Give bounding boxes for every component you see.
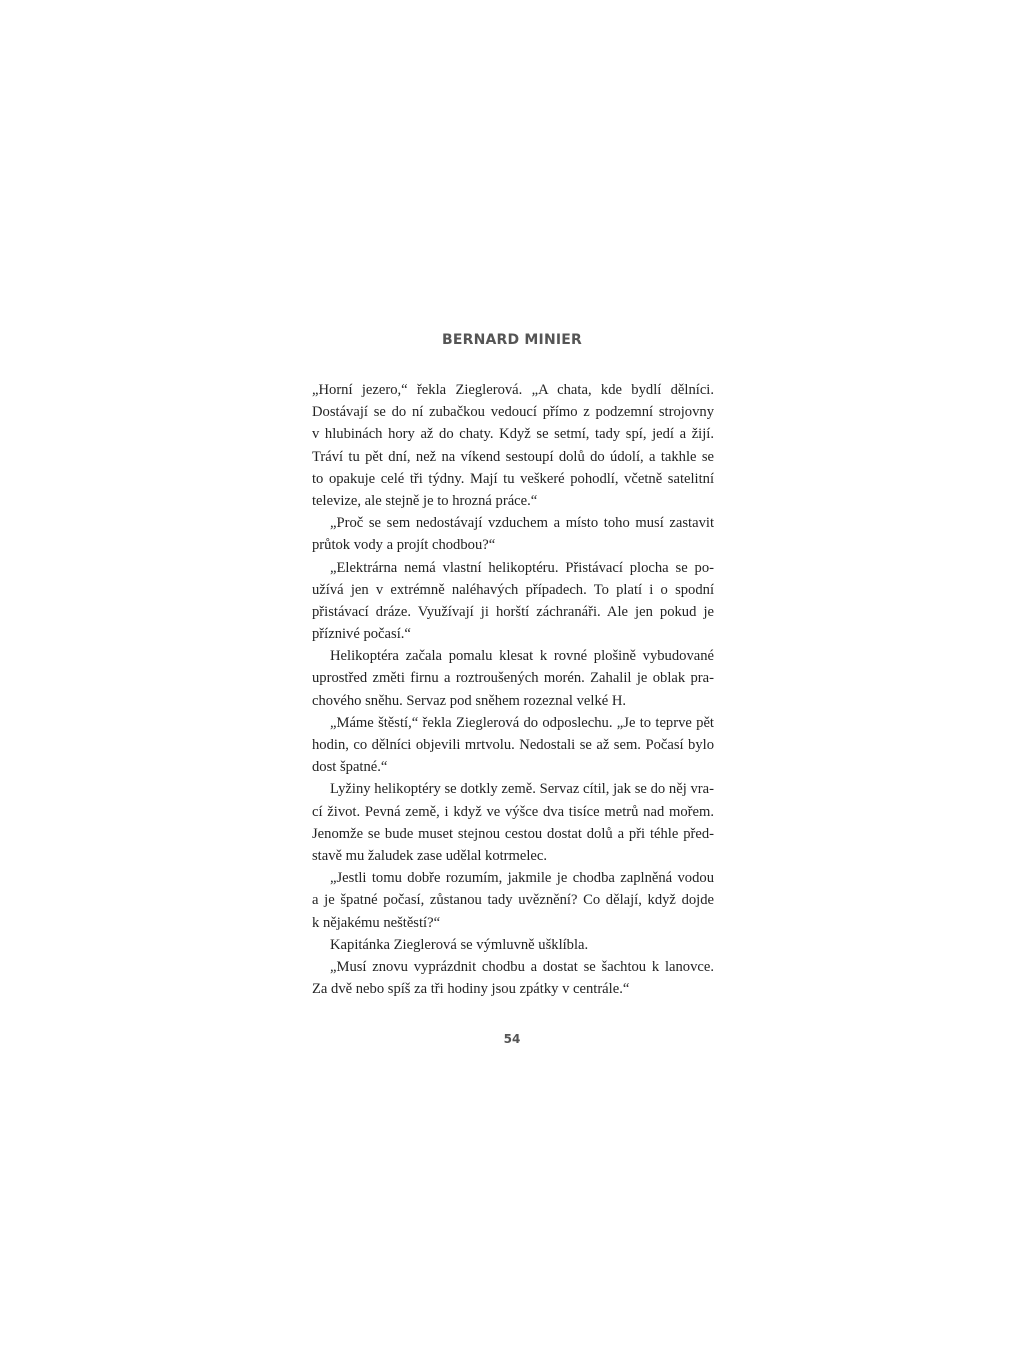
- text-line: uprostřed změti firnu a roztroušených morén. Zahalil je oblak pra-: [312, 670, 714, 687]
- text-line: Za dvě nebo spíš za tři hodiny jsou zpátky v centrále.“: [312, 981, 630, 998]
- text-line: v hlubinách hory až do chaty. Když se setmí, tady spí, jedí a žijí.: [312, 426, 714, 443]
- text-line: přistávací dráze. Využívají ji horští záchranáři. Ale jen pokud je: [312, 603, 714, 620]
- text-line: průtok vody a projít chodbou?“: [312, 537, 496, 554]
- text-line: „Elektrárna nemá vlastní helikoptéru. Přistávací plocha se po-: [330, 559, 714, 576]
- paragraph: [312, 645, 714, 712]
- page-number: 54: [503, 1032, 521, 1046]
- text-line: „Horní jezero,“ řekla Zieglerová. „A chata, kde bydlí dělníci.: [312, 382, 714, 398]
- text-line: Helikoptéra začala pomalu klesat k rovné plošině vybudované: [330, 648, 714, 665]
- paragraph: [312, 557, 714, 646]
- text-line: užívá jen v extrémně naléhavých případech. To platí i o spodní: [312, 581, 714, 598]
- text-line: televize, ale stejně je to hrozná práce.“: [312, 492, 538, 509]
- paragraph: [312, 956, 714, 1000]
- text-line: „Proč se sem nedostávají vzduchem a místo toho musí zastavit: [330, 515, 714, 532]
- text-line: příznivé počasí.“: [312, 626, 411, 643]
- paragraph: [312, 867, 714, 934]
- text-line: Tráví tu pět dní, než na víkend sestoupí dolů do údolí, a takhle se: [312, 448, 714, 465]
- text-line: Jenomže se bude muset stejnou cestou dostat dolů a při téhle před-: [312, 825, 714, 842]
- paragraph: [312, 379, 714, 512]
- text-line: cí život. Pevná země, i když ve výšce dva tisíce metrů nad mořem.: [312, 803, 714, 820]
- paragraph: [312, 934, 714, 956]
- text-line: „Máme štěstí,“ řekla Zieglerová do odposlechu. „Je to teprve pět: [330, 714, 714, 731]
- text-line: Lyžiny helikoptéry se dotkly země. Servaz cítil, jak se do něj vra-: [330, 781, 714, 798]
- text-line: „Musí znovu vyprázdnit chodbu a dostat se šachtou k lanovce.: [330, 958, 714, 975]
- text-line: dost špatné.“: [312, 759, 388, 776]
- text-line: chového sněhu. Servaz pod sněhem rozeznal velké H.: [312, 692, 627, 709]
- paragraph: [312, 512, 714, 556]
- text-line: k nějakému neštěstí?“: [312, 914, 441, 931]
- text-line: hodin, co dělníci objevili mrtvolu. Nedostali se až sem. Počasí bylo: [312, 737, 714, 753]
- text-line: to opakuje celé tři týdny. Mají tu veškeré pohodlí, včetně satelitní: [312, 470, 714, 487]
- text-line: „Jestli tomu dobře rozumím, jakmile je chodba zaplněná vodou: [330, 870, 714, 887]
- paragraph: [312, 778, 714, 867]
- text-line: Dostávají se do ní zubačkou vedoucí přímo z podzemní strojovny: [312, 404, 714, 421]
- paragraph: [312, 712, 714, 779]
- body-text: [312, 379, 714, 1000]
- text-line: stavě mu žaludek zase udělal kotrmelec.: [312, 847, 548, 864]
- text-line: a je špatné počasí, zůstanou tady uvěznění? Co dělají, když dojde: [312, 892, 714, 909]
- running-head: BERNARD MINIER: [441, 332, 583, 348]
- text-line: Kapitánka Zieglerová se výmluvně ušklíbla.: [330, 936, 589, 953]
